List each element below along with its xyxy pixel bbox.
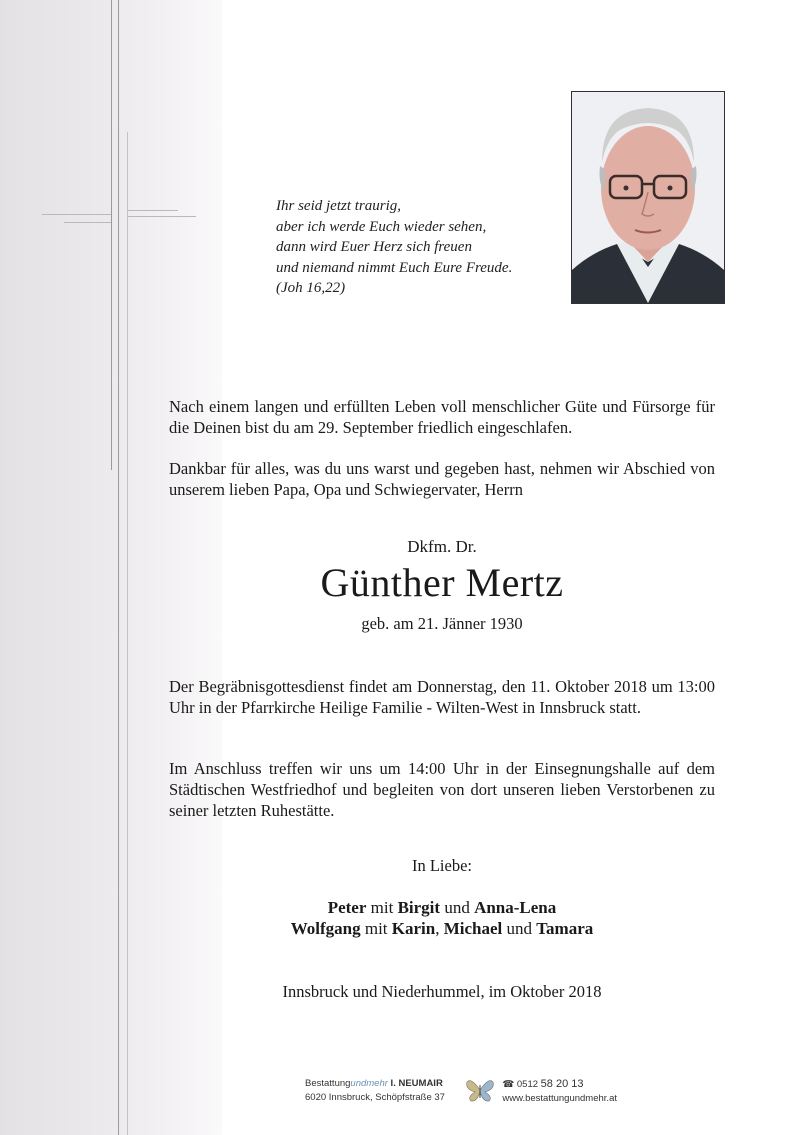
family-connector: mit	[366, 898, 398, 917]
service-paragraph-1: Der Begräbnisgottesdienst findet am Donnerstag, den 11. Oktober 2018 um 13:00 Uhr in der Pfarrkirche Heilige Familie - Wilten-West in Innsbruck statt.	[169, 677, 715, 717]
butterfly-icon	[465, 1077, 495, 1103]
funeral-home-info	[305, 1077, 445, 1105]
family-line-1	[169, 897, 715, 918]
quote-line: Ihr seid jetzt traurig,	[276, 198, 402, 214]
quote-reference: (Joh 16,22)	[276, 280, 346, 296]
intro-paragraph-2: Dankbar für alles, was du uns warst und gegeben hast, nehmen wir Abschied von unserem lieben Papa, Opa und Schwiegervater, Herrn	[169, 459, 715, 499]
family-connector: und	[502, 919, 537, 938]
quote-line: dann wird Euer Herz sich freuen	[276, 239, 472, 255]
funeral-home-contact	[502, 1077, 617, 1106]
phone-icon: ☎	[502, 1079, 515, 1090]
family-connector: und	[440, 898, 475, 917]
funeral-home-phone: ☎ 0512 58 20 13	[502, 1078, 584, 1090]
family-member-name: Peter	[327, 898, 367, 917]
service-paragraph-2: Im Anschluss treffen wir uns um 14:00 Uhr in der Einsegnungshalle auf dem Städtischen Westfriedhof und begleiten von dort unseren lieben Verstorbenen zu seiner letzten Ruhestätte.	[169, 759, 715, 820]
in-liebe-label: In Liebe:	[411, 856, 472, 875]
family-member-name: Michael	[443, 919, 503, 938]
family-member-name: Tamara	[536, 919, 594, 938]
deceased-name: Günther Mertz	[320, 560, 564, 605]
family-connector: ,	[435, 919, 444, 938]
quote-line: und niemand nimmt Euch Eure Freude.	[276, 259, 513, 276]
funeral-home-address: 6020 Innsbruck, Schöpfstraße 37	[305, 1092, 445, 1103]
family-line-2	[169, 918, 715, 939]
funeral-home-footer	[305, 1077, 617, 1107]
family-member-name: Anna-Lena	[474, 898, 557, 917]
place-date: Innsbruck und Niederhummel, im Oktober 2018	[282, 982, 602, 1001]
academic-title: Dkfm. Dr.	[407, 537, 477, 556]
family-names	[169, 897, 715, 939]
funeral-home-website[interactable]: www.bestattungundmehr.at	[502, 1093, 617, 1104]
family-member-name: Birgit	[397, 898, 441, 917]
quote-line: aber ich werde Euch wieder sehen,	[276, 218, 487, 235]
birth-date: geb. am 21. Jänner 1930	[361, 614, 523, 633]
portrait-photo	[571, 91, 725, 304]
funeral-home-brand: Bestattungundmehr I. NEUMAIR	[305, 1078, 443, 1089]
intro-paragraph-1: Nach einem langen und erfüllten Leben voll menschlicher Güte und Fürsorge für die Deinen bist du am 29. September friedlich eingeschlafen.	[169, 397, 715, 437]
family-connector: mit	[360, 919, 392, 938]
bible-quote	[276, 196, 566, 299]
family-member-name: Karin	[391, 919, 436, 938]
family-member-name: Wolfgang	[290, 919, 361, 938]
